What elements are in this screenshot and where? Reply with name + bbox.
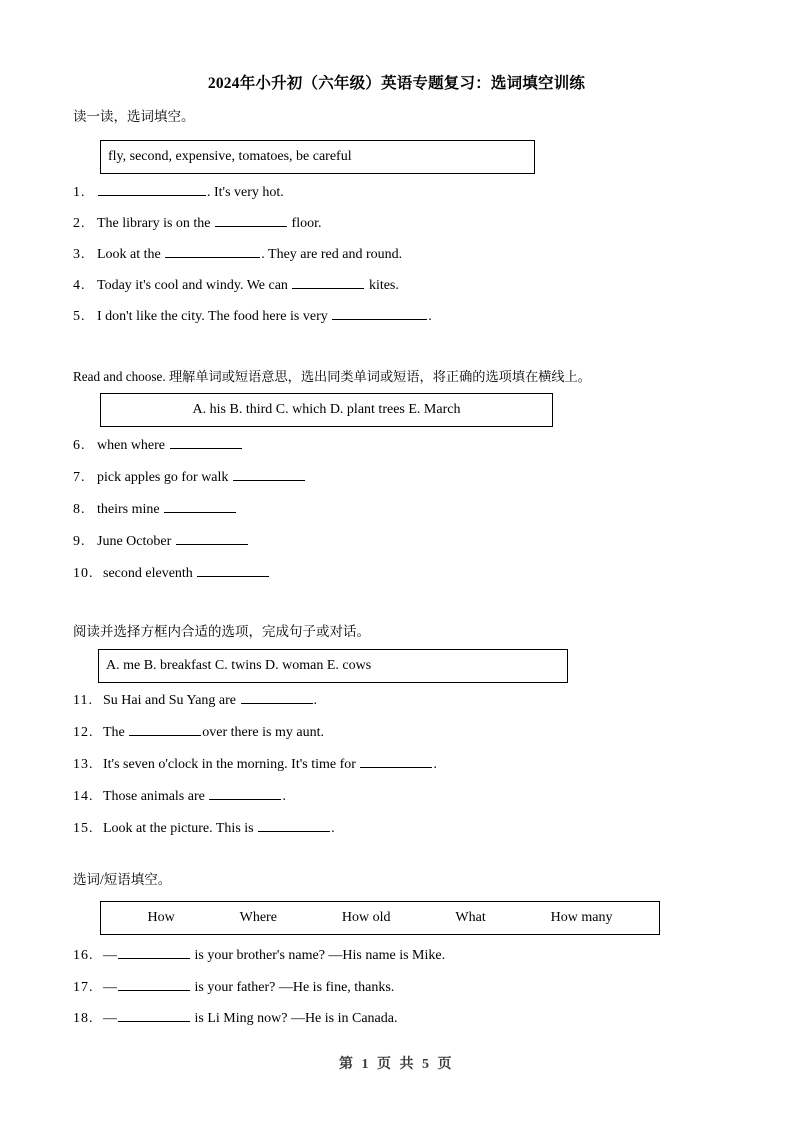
question-11-text-before: Su Hai and Su Yang are (103, 693, 240, 708)
question-1-text-after: . It's very hot. (207, 185, 284, 200)
question-10 (73, 563, 270, 584)
question-4-text-after: kites. (365, 278, 399, 293)
question-8-blank[interactable] (164, 499, 236, 513)
question-18-number: 18. (73, 1011, 94, 1026)
question-15-text-after: . (331, 821, 335, 836)
question-10-text-before: second eleventh (103, 566, 197, 581)
question-16 (73, 945, 445, 966)
question-11-text-after: . (313, 693, 317, 708)
question-6-text-before: when where (97, 438, 169, 453)
question-3-number: 3. (73, 247, 86, 262)
question-18 (73, 1008, 397, 1029)
question-5-text-before: I don't like the city. The food here is very (97, 309, 332, 324)
question-11-number: 11. (73, 693, 93, 708)
word-bank-3 (98, 649, 568, 683)
question-9-blank[interactable] (176, 531, 248, 545)
question-13-blank[interactable] (360, 754, 432, 768)
question-7 (73, 467, 306, 488)
question-1-number: 1. (73, 185, 86, 200)
question-14 (73, 786, 286, 807)
question-16-number: 16. (73, 948, 94, 963)
question-11 (73, 690, 317, 711)
question-18-blank[interactable] (118, 1008, 190, 1022)
question-10-number: 10. (73, 566, 94, 581)
word-bank-4-item-where: Where (239, 910, 277, 925)
question-1 (73, 182, 284, 203)
question-13-text-after: . (433, 757, 437, 772)
question-17-number: 17. (73, 980, 94, 995)
page-footer: 第 1 页 共 5 页 (339, 1057, 454, 1072)
question-3-blank[interactable] (165, 244, 260, 258)
question-9-number: 9. (73, 534, 86, 549)
word-bank-4-item-how-many: How many (550, 910, 613, 925)
word-bank-2 (100, 393, 553, 427)
section-2-instruction: Read and choose. 理解单词或短语意思，选出同类单词或短语，将正确的选项填在横线上。 (73, 369, 591, 384)
question-5-text-after: . (428, 309, 432, 324)
question-12-blank[interactable] (129, 722, 201, 736)
question-8 (73, 499, 237, 520)
question-15 (73, 818, 335, 839)
question-8-number: 8. (73, 502, 86, 517)
question-16-text-after: is your brother's name? —His name is Mike. (191, 948, 446, 963)
section-1-instruction: 读一读，选词填空。 (73, 109, 195, 124)
question-5-blank[interactable] (332, 306, 427, 320)
question-2-number: 2. (73, 216, 86, 231)
question-14-text-after: . (282, 789, 286, 804)
word-bank-4-item-what: What (455, 910, 486, 925)
question-7-number: 7. (73, 470, 86, 485)
question-8-text-before: theirs mine (97, 502, 164, 517)
question-3-text-before: Look at the (97, 247, 165, 262)
word-bank-2-text: A. his B. third C. which D. plant trees E. March (192, 402, 461, 417)
question-2 (73, 213, 321, 234)
word-bank-4-item-how: How (147, 910, 175, 925)
question-1-blank[interactable] (98, 182, 206, 196)
word-bank-1-text: fly, second, expensive, tomatoes, be careful (108, 149, 352, 164)
question-14-number: 14. (73, 789, 94, 804)
word-bank-3-text: A. me B. breakfast C. twins D. woman E. cows (106, 658, 372, 673)
question-7-text-before: pick apples go for walk (97, 470, 232, 485)
question-17 (73, 977, 394, 998)
question-12-number: 12. (73, 725, 94, 740)
question-4-number: 4. (73, 278, 86, 293)
question-11-blank[interactable] (241, 690, 313, 704)
section-3-instruction: 阅读并选择方框内合适的选项，完成句子或对话。 (73, 624, 370, 639)
question-15-number: 15. (73, 821, 94, 836)
question-16-text-before: — (103, 948, 117, 963)
question-15-blank[interactable] (258, 818, 330, 832)
question-13-number: 13. (73, 757, 94, 772)
question-2-text-after: floor. (288, 216, 322, 231)
question-3 (73, 244, 402, 265)
question-18-text-after: is Li Ming now? —He is in Canada. (191, 1011, 398, 1026)
question-13-text-before: It's seven o'clock in the morning. It's time for (103, 757, 360, 772)
question-12-text-before: The (103, 725, 129, 740)
question-6-blank[interactable] (170, 435, 242, 449)
question-12-text-after: over there is my aunt. (202, 725, 324, 740)
question-2-text-before: The library is on the (97, 216, 215, 231)
question-4 (73, 275, 399, 296)
question-16-blank[interactable] (118, 945, 190, 959)
question-18-text-before: — (103, 1011, 117, 1026)
question-4-blank[interactable] (292, 275, 364, 289)
question-14-text-before: Those animals are (103, 789, 209, 804)
question-15-text-before: Look at the picture. This is (103, 821, 258, 836)
word-bank-4 (100, 901, 660, 935)
section-4-instruction: 选词/短语填空。 (73, 872, 172, 887)
question-6-number: 6. (73, 438, 86, 453)
question-3-text-after: . They are red and round. (261, 247, 403, 262)
question-2-blank[interactable] (215, 213, 287, 227)
question-7-blank[interactable] (233, 467, 305, 481)
question-9-text-before: June October (97, 534, 175, 549)
question-13 (73, 754, 437, 775)
word-bank-4-item-how-old: How old (341, 910, 391, 925)
page-title: 2024年小升初（六年级）英语专题复习：选词填空训练 (207, 75, 586, 92)
question-10-blank[interactable] (197, 563, 269, 577)
question-5-number: 5. (73, 309, 86, 324)
question-4-text-before: Today it's cool and windy. We can (97, 278, 292, 293)
question-14-blank[interactable] (209, 786, 281, 800)
question-17-text-before: — (103, 980, 117, 995)
word-bank-1 (100, 140, 535, 174)
question-5 (73, 306, 432, 327)
question-6 (73, 435, 243, 456)
question-12 (73, 722, 324, 743)
question-17-blank[interactable] (118, 977, 190, 991)
question-17-text-after: is your father? —He is fine, thanks. (191, 980, 395, 995)
question-9 (73, 531, 249, 552)
